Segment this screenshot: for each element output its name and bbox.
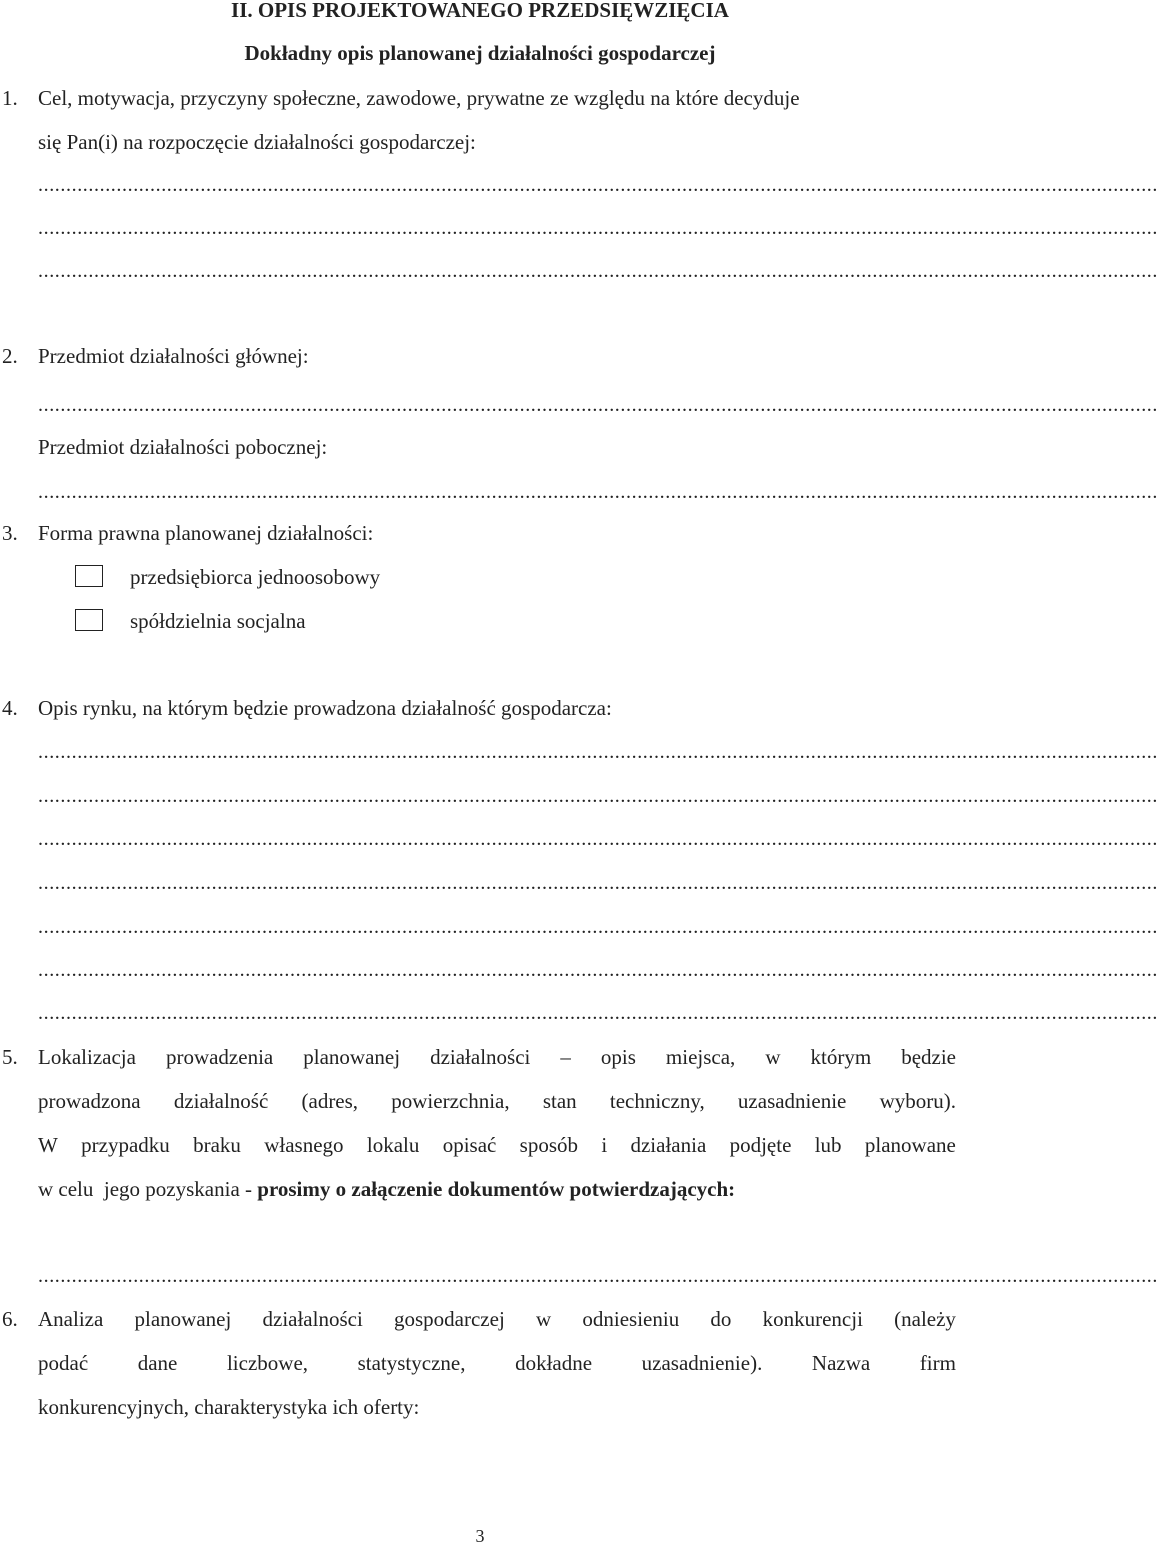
word: którym: [810, 1045, 872, 1069]
q4-answer-line-4[interactable]: ........................................................................................................................................................................................................: [38, 872, 1158, 894]
word: opis: [600, 1045, 636, 1069]
word: w: [536, 1307, 552, 1331]
q1-number: 1.: [2, 86, 18, 110]
q4-answer-line-7[interactable]: ........................................................................................................................................................................................................: [38, 1002, 1158, 1024]
word: planowanej: [303, 1045, 401, 1069]
section-title: II. OPIS PROJEKTOWANEGO PRZEDSIĘWZIĘCIA: [231, 0, 729, 22]
word: lokalu: [366, 1133, 420, 1157]
word: będzie: [901, 1045, 956, 1069]
q5-text-line-4-normal: w celu jego pozyskania -: [38, 1177, 258, 1201]
page-number: 3: [475, 1526, 485, 1546]
word: działalności: [430, 1045, 531, 1069]
q3-number: 3.: [2, 521, 18, 545]
word: Lokalizacja: [38, 1045, 136, 1069]
word: braku: [193, 1133, 241, 1157]
q5-number: 5.: [2, 1045, 18, 1069]
section-subtitle: Dokładny opis planowanej działalności gospodarczej: [244, 41, 716, 65]
q4-answer-line-5[interactable]: ........................................................................................................................................................................................................: [38, 916, 1158, 938]
q4-answer-line-6[interactable]: ........................................................................................................................................................................................................: [38, 959, 1158, 981]
q5-text-line-2: [38, 1091, 956, 1112]
q2-side-answer-line[interactable]: ........................................................................................................................................................................................................: [38, 481, 1158, 503]
word: wyboru).: [879, 1089, 956, 1113]
word: statystyczne,: [357, 1351, 466, 1375]
word: własnego: [264, 1133, 344, 1157]
word: konkurencji: [762, 1307, 863, 1331]
word: podać: [38, 1351, 89, 1375]
q2-side-label: Przedmiot działalności pobocznej:: [38, 435, 328, 459]
word: do: [710, 1307, 732, 1331]
word: powierzchnia,: [391, 1089, 510, 1113]
q4-answer-line-2[interactable]: ........................................................................................................................................................................................................: [38, 785, 1158, 807]
word: techniczny,: [609, 1089, 705, 1113]
word: miejsca,: [665, 1045, 736, 1069]
q1-answer-line-2[interactable]: ........................................................................................................................................................................................................: [38, 217, 1158, 239]
option-social-cooperative-label: spółdzielnia socjalna: [130, 609, 306, 633]
q5-answer-line[interactable]: ........................................................................................................................................................................................................: [38, 1265, 1158, 1287]
q3-label: Forma prawna planowanej działalności:: [38, 521, 374, 545]
q2-main-label: Przedmiot działalności głównej:: [38, 344, 309, 368]
q4-label: Opis rynku, na którym będzie prowadzona działalność gospodarcza:: [38, 696, 612, 720]
word: dane: [137, 1351, 178, 1375]
word: stan: [542, 1089, 577, 1113]
word: gospodarczej: [394, 1307, 505, 1331]
q5-text-line-3: [38, 1135, 956, 1156]
word: dokładne: [515, 1351, 593, 1375]
word: lub: [814, 1133, 842, 1157]
q6-text-line-2: [38, 1353, 956, 1374]
q5-text-line-1: [38, 1047, 956, 1068]
word: (adres,: [301, 1089, 359, 1113]
word: odniesieniu: [582, 1307, 680, 1331]
word: Nazwa: [811, 1351, 871, 1375]
q2-number: 2.: [2, 344, 18, 368]
word: w: [765, 1045, 781, 1069]
q1-text-line-2: się Pan(i) na rozpoczęcie działalności gospodarczej:: [38, 130, 476, 154]
word: planowane: [864, 1133, 956, 1157]
word: firm: [919, 1351, 956, 1375]
word: działalności: [262, 1307, 363, 1331]
word: uzasadnienie: [737, 1089, 847, 1113]
q6-number: 6.: [2, 1307, 18, 1331]
q4-answer-line-1[interactable]: ........................................................................................................................................................................................................: [38, 741, 1158, 763]
q5-text-line-4: [38, 1179, 735, 1200]
q6-text-line-3: konkurencyjnych, charakterystyka ich oferty:: [38, 1395, 420, 1419]
q1-answer-line-3[interactable]: ........................................................................................................................................................................................................: [38, 260, 1158, 282]
word: opisać: [442, 1133, 497, 1157]
word: (należy: [894, 1307, 956, 1331]
q4-answer-line-3[interactable]: ........................................................................................................................................................................................................: [38, 828, 1158, 850]
q1-answer-line-1[interactable]: ........................................................................................................................................................................................................: [38, 174, 1158, 196]
word: prowadzona: [38, 1089, 141, 1113]
q5-required-attachments-note: prosimy o załączenie dokumentów potwierdzających:: [257, 1177, 736, 1201]
word: działalność: [173, 1089, 269, 1113]
q6-text-line-1: [38, 1309, 956, 1330]
word: sposób: [519, 1133, 579, 1157]
q2-main-answer-line[interactable]: ........................................................................................................................................................................................................: [38, 394, 1158, 416]
word: i: [601, 1133, 608, 1157]
word: W: [38, 1133, 58, 1157]
word: Analiza: [38, 1307, 104, 1331]
word: prowadzenia: [165, 1045, 274, 1069]
q4-number: 4.: [2, 696, 18, 720]
checkbox-sole-proprietor[interactable]: [75, 565, 103, 587]
word: –: [560, 1045, 571, 1069]
option-sole-proprietor-label: przedsiębiorca jednoosobowy: [130, 565, 381, 589]
checkbox-social-cooperative[interactable]: [75, 609, 103, 631]
word: uzasadnienie).: [641, 1351, 763, 1375]
word: podjęte: [729, 1133, 792, 1157]
word: liczbowe,: [226, 1351, 309, 1375]
word: planowanej: [134, 1307, 232, 1331]
word: działania: [630, 1133, 707, 1157]
q1-text-line-1: Cel, motywacja, przyczyny społeczne, zawodowe, prywatne ze względu na które decyduje: [38, 86, 800, 110]
word: przypadku: [81, 1133, 170, 1157]
